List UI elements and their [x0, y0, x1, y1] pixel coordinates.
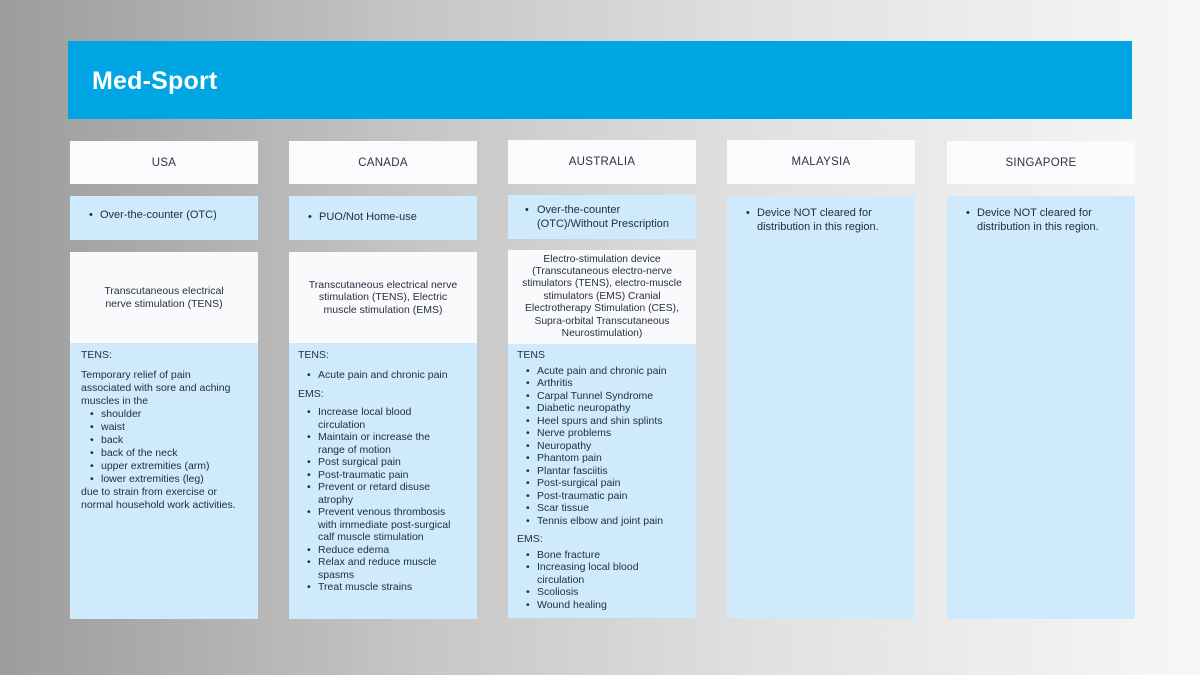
list-item: • Post-traumatic pain	[298, 469, 455, 482]
device-classification: Electro-stimulation device (Transcutaneous electro-nerve stimulators (TENS), electro-muscle stimulators (EMS) Cranial Electrotherapy Stimulation (CES), Supra-orbital Transcutaneous Neurostimulation)	[508, 250, 696, 344]
list-item: • lower extremities (leg)	[81, 473, 248, 486]
list-item: • Tennis elbow and joint pain	[517, 515, 686, 528]
brand-logo: Med-Sport ·	[92, 67, 222, 95]
list-item: • Heel spurs and shin splints	[517, 415, 686, 428]
header-banner	[68, 41, 1132, 119]
status-box	[947, 196, 1135, 619]
status-box	[70, 196, 258, 240]
indications-outro: due to strain from exercise or normal household work activities.	[81, 486, 236, 511]
device-classification: Transcutaneous electrical nerve stimulation (TENS), Electric muscle stimulation (EMS)	[289, 252, 477, 343]
list-item: • Scoliosis	[517, 586, 664, 599]
tens-label: TENS:	[81, 349, 112, 361]
list-item: • Relax and reduce muscle spasms	[298, 556, 455, 581]
list-item: • Post-traumatic pain	[517, 490, 686, 503]
indications-box	[508, 344, 696, 618]
status-box	[289, 196, 477, 240]
country-header: CANADA	[289, 141, 477, 184]
country-header: AUSTRALIA	[508, 140, 696, 184]
status-box	[508, 195, 696, 239]
country-header: USA	[70, 141, 258, 184]
ems-label: EMS:	[298, 388, 324, 400]
list-item: • back of the neck	[81, 447, 248, 460]
list-item: • Reduce edema	[298, 544, 455, 557]
list-item: • waist	[81, 421, 248, 434]
list-item: • upper extremities (arm)	[81, 460, 248, 473]
status-item: • Device NOT cleared for distribution in this region.	[746, 206, 901, 234]
list-item: • back	[81, 434, 248, 447]
list-item: • Acute pain and chronic pain	[517, 365, 686, 378]
status-item: • Over-the-counter (OTC)	[89, 208, 248, 222]
list-item: • Phantom pain	[517, 452, 686, 465]
tens-label: TENS	[517, 349, 546, 361]
list-item: • Neuropathy	[517, 440, 686, 453]
list-item: • Diabetic neuropathy	[517, 402, 686, 415]
list-item: • Prevent venous thrombosis with immediate post-surgical calf muscle stimulation	[298, 506, 455, 544]
list-item: • Plantar fasciitis	[517, 465, 686, 478]
list-item: • Post-surgical pain	[517, 477, 686, 490]
list-item: • Post surgical pain	[298, 456, 455, 469]
list-item: • Nerve problems	[517, 427, 686, 440]
tens-label: TENS:	[298, 349, 329, 361]
list-item: • Scar tissue	[517, 502, 686, 515]
list-item: • Wound healing	[517, 599, 664, 612]
list-item: • Prevent or retard disuse atrophy	[298, 481, 455, 506]
list-item: • Treat muscle strains	[298, 581, 455, 594]
list-item: • Increase local blood circulation	[298, 406, 455, 431]
list-item: • Bone fracture	[517, 549, 664, 562]
list-item: • Carpal Tunnel Syndrome	[517, 390, 686, 403]
list-item: • shoulder	[81, 408, 248, 421]
country-header: SINGAPORE	[947, 141, 1135, 184]
status-box	[727, 196, 915, 618]
status-item: • Over-the-counter (OTC)/Without Prescription	[525, 203, 686, 231]
device-classification: Transcutaneous electrical nerve stimulation (TENS)	[70, 252, 258, 343]
indications-box	[289, 343, 477, 619]
country-header: MALAYSIA	[727, 140, 915, 184]
ems-label: EMS:	[517, 533, 543, 545]
status-item: • Device NOT cleared for distribution in this region.	[966, 206, 1121, 234]
list-item: • Maintain or increase the range of motion	[298, 431, 455, 456]
list-item: • Increasing local blood circulation	[517, 561, 664, 586]
indications-box	[70, 343, 258, 619]
status-item: • PUO/Not Home-use	[308, 210, 467, 224]
list-item: • Arthritis	[517, 377, 686, 390]
list-item: • Acute pain and chronic pain	[298, 369, 467, 382]
indications-intro: Temporary relief of pain associated with sore and aching muscles in the	[81, 369, 231, 407]
